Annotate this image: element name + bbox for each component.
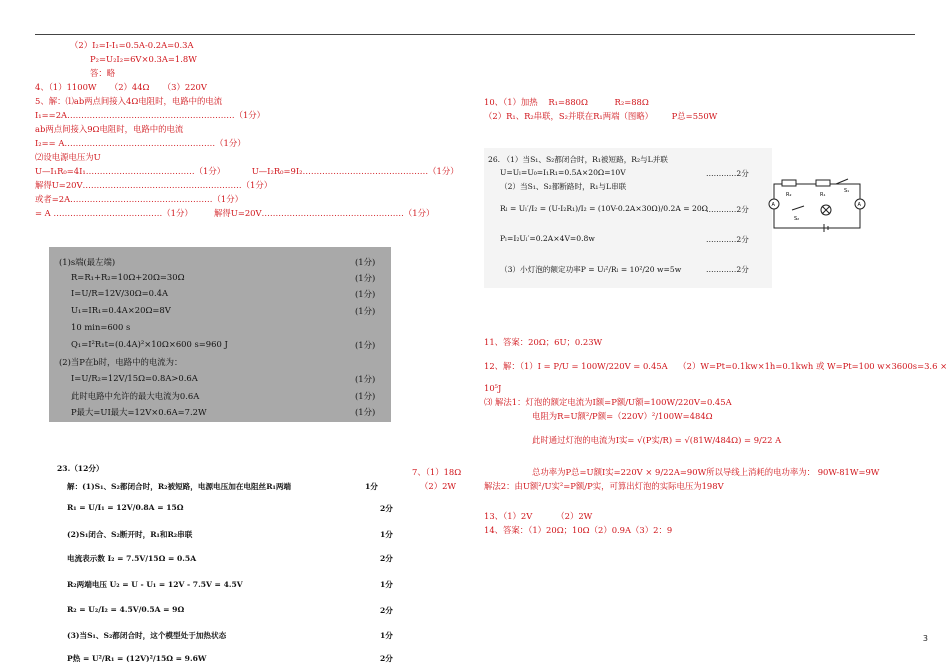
scan-line: (2)当P在b时，电路中的电流为： bbox=[59, 357, 183, 367]
scanned-solution-image bbox=[49, 247, 391, 422]
q7-answer: 7、（1）18Ω bbox=[412, 467, 462, 477]
q23-score: 1分 bbox=[380, 631, 393, 640]
answer-line: 11、答案：20Ω；6U；0.23W bbox=[484, 337, 603, 347]
q23-line: (2)S₁闭合、S₂断开时，R₁和R₂串联 bbox=[67, 530, 193, 539]
q23-title: 23.（12分） bbox=[57, 464, 104, 473]
q23-line: 电流表示数 I₂ = 7.5V/15Ω = 0.5A bbox=[67, 554, 197, 563]
answer-line: 10⁵J bbox=[484, 383, 502, 393]
switch-s2 bbox=[792, 206, 804, 210]
q26-line: （2）当S₁、S₂都断路时，R₁与L串联 bbox=[500, 182, 627, 191]
header-rule bbox=[35, 34, 915, 35]
q26-score: …………2分 bbox=[706, 205, 749, 214]
scan-score: (1分) bbox=[355, 306, 376, 316]
q23-line: R₁ = U/I₁ = 12V/0.8A = 15Ω bbox=[67, 503, 184, 512]
scan-score: (1分) bbox=[355, 289, 376, 299]
answer-line: 电阻为R=U额²/P额=（220V）²/100W=484Ω bbox=[532, 411, 713, 421]
answer-line: U—I₁R₀=4I₁…………………………………（1分） U—I₂R₀=9I₂………………………………………（1分） bbox=[35, 166, 459, 176]
scan-score: (1分) bbox=[355, 273, 376, 283]
scan-score: (1分) bbox=[355, 340, 376, 350]
scan-line: 10 min=600 s bbox=[71, 322, 131, 332]
q23-score: 2分 bbox=[380, 504, 393, 513]
circuit-label-s2: S₂ bbox=[794, 216, 800, 222]
answer-line: ⑵设电源电压为U bbox=[35, 152, 101, 162]
q26-score: …………2分 bbox=[706, 169, 749, 178]
answer-line: 4、（1）1100W （2）44Ω （3）220V bbox=[35, 82, 207, 92]
answer-line: （2）I₂=I-I₁=0.5A-0.2A=0.3A bbox=[70, 40, 194, 50]
q26-score: …………2分 bbox=[706, 265, 749, 274]
answer-line: 13、（1）2V （2）2W bbox=[484, 511, 593, 521]
q23-line: R₂ = U₂/I₂ = 4.5V/0.5A = 9Ω bbox=[67, 605, 185, 614]
answer-line: P₂=U₂I₂=6V×0.3A=1.8W bbox=[90, 54, 197, 64]
q7-answer: （2）2W bbox=[420, 481, 457, 491]
q23-score: 2分 bbox=[380, 654, 393, 663]
q23-score: 1分 bbox=[380, 580, 393, 589]
answer-line: 5、解：⑴ab两点间接入4Ω电阻时，电路中的电流 bbox=[35, 96, 223, 106]
q10-answer: 10、（1）加热 R₁=880Ω R₂=88Ω bbox=[484, 97, 649, 107]
answer-line: 解法2：由U额²/U实²=P额/P实，可算出灯泡的实际电压为198V bbox=[484, 481, 724, 491]
answer-line: 答：略 bbox=[90, 68, 116, 78]
scan-line: U₁=IR₁=0.4A×20Ω=8V bbox=[71, 305, 171, 315]
answer-line: 14、答案：（1）20Ω；10Ω（2）0.9A（3）2：9 bbox=[484, 525, 673, 535]
q23-score: 1分 bbox=[365, 482, 378, 491]
scan-score: (1分) bbox=[355, 257, 376, 267]
scan-line: R=R₁+R₂=10Ω+20Ω=30Ω bbox=[71, 272, 185, 282]
scan-line: I=U/R₂=12V/15Ω=0.8A>0.6A bbox=[71, 373, 198, 383]
answer-line: 或者=2A……………………………………………（1分） bbox=[35, 194, 243, 204]
scan-line: (1)s端(最左端) bbox=[59, 257, 116, 267]
resistor-r2 bbox=[782, 180, 796, 186]
answer-line: I₁==2A……………………………………………………（1分） bbox=[35, 110, 266, 120]
q23-score: 2分 bbox=[380, 606, 393, 615]
switch-s1 bbox=[836, 179, 848, 184]
page-number: 3 bbox=[922, 634, 928, 643]
answer-line: I₂== A………………………………………………（1分） bbox=[35, 138, 246, 148]
answer-line: = A …………………………………（1分） 解得U=20V……………………………………………（1分） bbox=[35, 208, 435, 218]
answer-line: 12、解：（1）I = P/U = 100W/220V = 0.45A （2）W=Pt=0.1kw×1h=0.1kwh 或 W=Pt=100 w×3600s=3.6 × bbox=[484, 361, 948, 371]
scan-line: P最大=UI最大=12V×0.6A=7.2W bbox=[71, 407, 207, 417]
scan-line: I=U/R=12V/30Ω=0.4A bbox=[71, 288, 169, 298]
q10-answer: （2）R₁、R₂串联，S₂并联在R₁两端（图略） P总=550W bbox=[484, 111, 718, 121]
answer-line: ⑶ 解法1：灯泡的额定电流为I额=P额/U额=100W/220V=0.45A bbox=[484, 397, 732, 407]
scan-line: Q₁=I²R₁t=(0.4A)²×10Ω×600 s=960 J bbox=[71, 339, 228, 349]
scan-score: (1分) bbox=[355, 391, 376, 401]
scan-score: (1分) bbox=[355, 374, 376, 384]
q23-line: R₂两端电压 U₂ = U - U₁ = 12V - 7.5V = 4.5V bbox=[67, 580, 243, 589]
circuit-label-a: A bbox=[857, 202, 861, 208]
answer-line: 解得U=20V…………………………………………………（1分） bbox=[35, 180, 273, 190]
q26-scanned-solution bbox=[484, 148, 772, 288]
resistor-r1 bbox=[816, 180, 830, 186]
q26-line: Pₗ=I₂Uₗ′=0.2A×4V=0.8w bbox=[500, 234, 595, 243]
answer-line: 总功率为P总=U额I实=220V × 9/22A=90W所以导线上消耗的电功率为： 90W-81W=9W bbox=[532, 467, 880, 477]
circuit-label-s1: S₁ bbox=[844, 188, 850, 194]
q26-line: 26. （1）当S₁、S₂都闭合时，R₁被短路，R₂与L并联 bbox=[488, 155, 668, 164]
circuit-label-r1: R₁ bbox=[820, 192, 826, 198]
q23-line: (3)当S₁、S₂都闭合时，这个模型处于加热状态 bbox=[67, 631, 227, 640]
circuit-diagram bbox=[764, 178, 868, 234]
q23-score: 1分 bbox=[380, 530, 393, 539]
q23-line: P热 = U²/R₁ = (12V)²/15Ω = 9.6W bbox=[67, 654, 207, 663]
answer-line: 此时通过灯泡的电流为I实= √(P实/R) = √(81W/484Ω) = 9/22 A bbox=[532, 435, 782, 445]
circuit-label-r2: R₂ bbox=[786, 192, 792, 198]
q26-score: …………2分 bbox=[706, 235, 749, 244]
q26-line: Rₗ = Uₗ′/I₂ = (U-I₂R₁)/I₂ = (10V-0.2A×30Ω)/0.2A = 20Ω bbox=[500, 204, 708, 213]
q26-line: （3）小灯泡的额定功率P = Uₗ²/Rₗ = 10²/20 w=5w bbox=[500, 265, 682, 274]
answer-line: ab两点间接入9Ω电阻时，电路中的电流 bbox=[35, 124, 184, 134]
q23-score: 2分 bbox=[380, 554, 393, 563]
q26-line: U=Uₗ=U₀=I₁R₁=0.5A×20Ω=10V bbox=[500, 168, 626, 177]
circuit-label-a: A bbox=[771, 202, 775, 208]
scan-score: (1分) bbox=[355, 407, 376, 417]
scan-line: 此时电路中允许的最大电流为0.6A bbox=[71, 391, 200, 401]
q23-line: 解：(1)S₁、S₂都闭合时，R₂被短路，电源电压加在电阻丝R₁两端 bbox=[67, 482, 292, 491]
